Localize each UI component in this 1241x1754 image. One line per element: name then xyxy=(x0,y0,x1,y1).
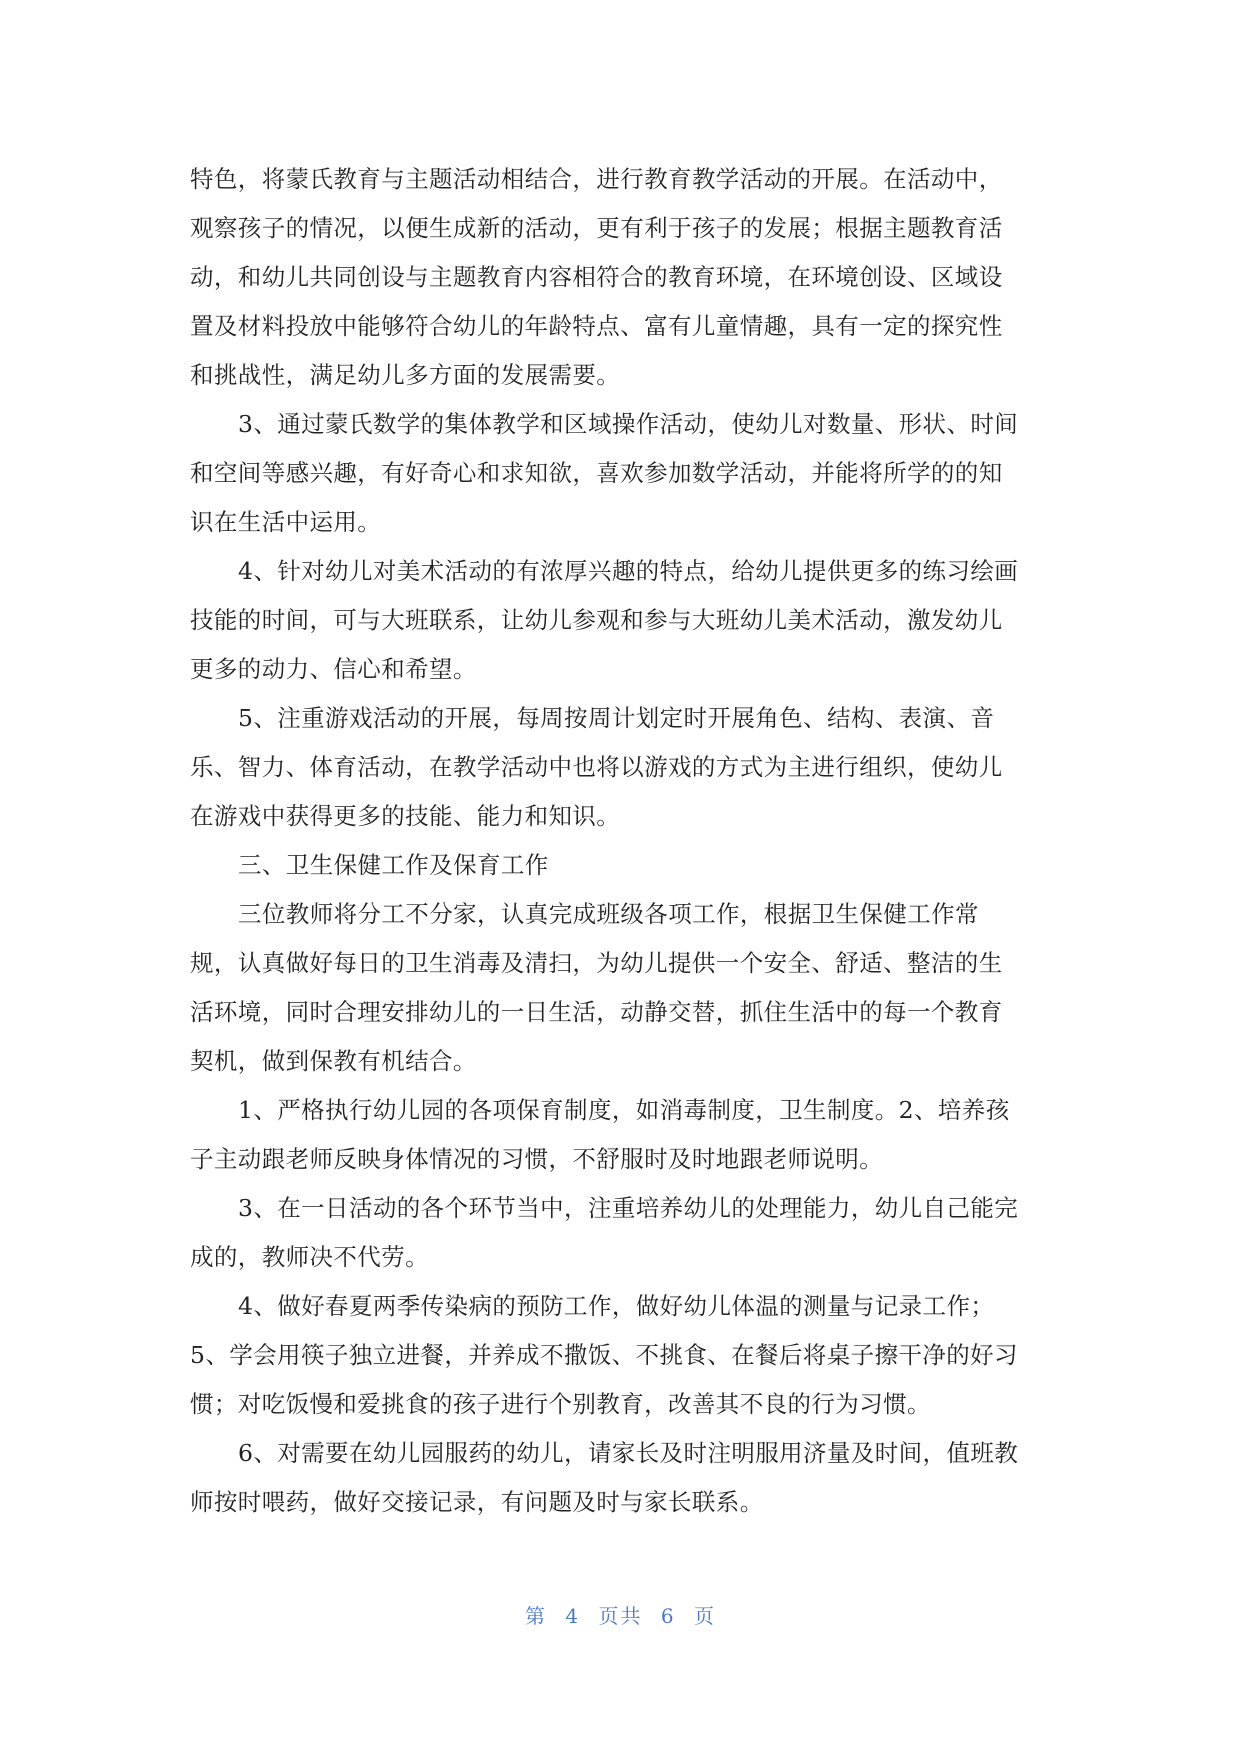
footer-suffix: 页 xyxy=(693,1604,716,1628)
text-line: 在游戏中获得更多的技能、能力和知识。 xyxy=(190,802,621,830)
text-line: 动，和幼儿共同创设与主题教育内容相符合的教育环境，在环境创设、区域设 xyxy=(190,263,1003,291)
paragraph-start-line: 1、严格执行幼儿园的各项保育制度，如消毒制度，卫生制度。2、培养孩 xyxy=(238,1096,1010,1124)
footer-middle: 页共 xyxy=(598,1604,643,1628)
text-line: 成的，教师决不代劳。 xyxy=(190,1243,429,1271)
text-line: 契机，做到保教有机结合。 xyxy=(190,1047,477,1075)
footer-current-page: 4 xyxy=(565,1604,581,1628)
text-line: 观察孩子的情况，以便生成新的活动，更有利于孩子的发展；根据主题教育活 xyxy=(190,214,1003,242)
text-line: 惯；对吃饭慢和爱挑食的孩子进行个别教育，改善其不良的行为习惯。 xyxy=(190,1390,931,1418)
text-line: 活环境，同时合理安排幼儿的一日生活，动静交替，抓住生活中的每一个教育 xyxy=(190,998,1003,1026)
text-line: 规，认真做好每日的卫生消毒及清扫，为幼儿提供一个安全、舒适、整洁的生 xyxy=(190,949,1003,977)
text-line: 和挑战性，满足幼儿多方面的发展需要。 xyxy=(190,361,621,389)
paragraph-start-line: 4、针对幼儿对美术活动的有浓厚兴趣的特点，给幼儿提供更多的练习绘画 xyxy=(238,557,1019,585)
page-footer xyxy=(0,1600,1241,1629)
text-line: 师按时喂药，做好交接记录，有问题及时与家长联系。 xyxy=(190,1488,764,1516)
body-text xyxy=(190,155,1052,1527)
paragraph-start-line: 5、注重游戏活动的开展，每周按周计划定时开展角色、结构、表演、音 xyxy=(238,704,995,732)
text-line: 更多的动力、信心和希望。 xyxy=(190,655,477,683)
text-line: 和空间等感兴趣，有好奇心和求知欲，喜欢参加数学活动，并能将所学的的知 xyxy=(190,459,1003,487)
paragraph-start-line: 6、对需要在幼儿园服药的幼儿，请家长及时注明服用济量及时间，值班教 xyxy=(238,1439,1019,1467)
footer-total-pages: 6 xyxy=(660,1604,676,1628)
text-line: 置及材料投放中能够符合幼儿的年龄特点、富有儿童情趣，具有一定的探究性 xyxy=(190,312,1003,340)
paragraph-start-line: 3、通过蒙氏数学的集体教学和区域操作活动，使幼儿对数量、形状、时间 xyxy=(238,410,1019,438)
text-line: 特色，将蒙氏教育与主题活动相结合，进行教育教学活动的开展。在活动中， xyxy=(190,165,1003,193)
paragraph-start-line: 3、在一日活动的各个环节当中，注重培养幼儿的处理能力，幼儿自己能完 xyxy=(238,1194,1019,1222)
paragraph-start-line: 三位教师将分工不分家，认真完成班级各项工作，根据卫生保健工作常 xyxy=(238,900,979,928)
text-line: 5、学会用筷子独立进餐，并养成不撒饭、不挑食、在餐后将桌子擦干净的好习 xyxy=(190,1341,1018,1369)
footer-prefix: 第 xyxy=(525,1604,548,1628)
section-heading: 三、卫生保健工作及保育工作 xyxy=(238,851,549,879)
paragraph-start-line: 4、做好春夏两季传染病的预防工作，做好幼儿体温的测量与记录工作； xyxy=(238,1292,995,1320)
text-line: 乐、智力、体育活动，在教学活动中也将以游戏的方式为主进行组织，使幼儿 xyxy=(190,753,1003,781)
text-line: 技能的时间，可与大班联系，让幼儿参观和参与大班幼儿美术活动，激发幼儿 xyxy=(190,606,1003,634)
text-line: 识在生活中运用。 xyxy=(190,508,382,536)
text-line: 子主动跟老师反映身体情况的习惯，不舒服时及时地跟老师说明。 xyxy=(190,1145,884,1173)
